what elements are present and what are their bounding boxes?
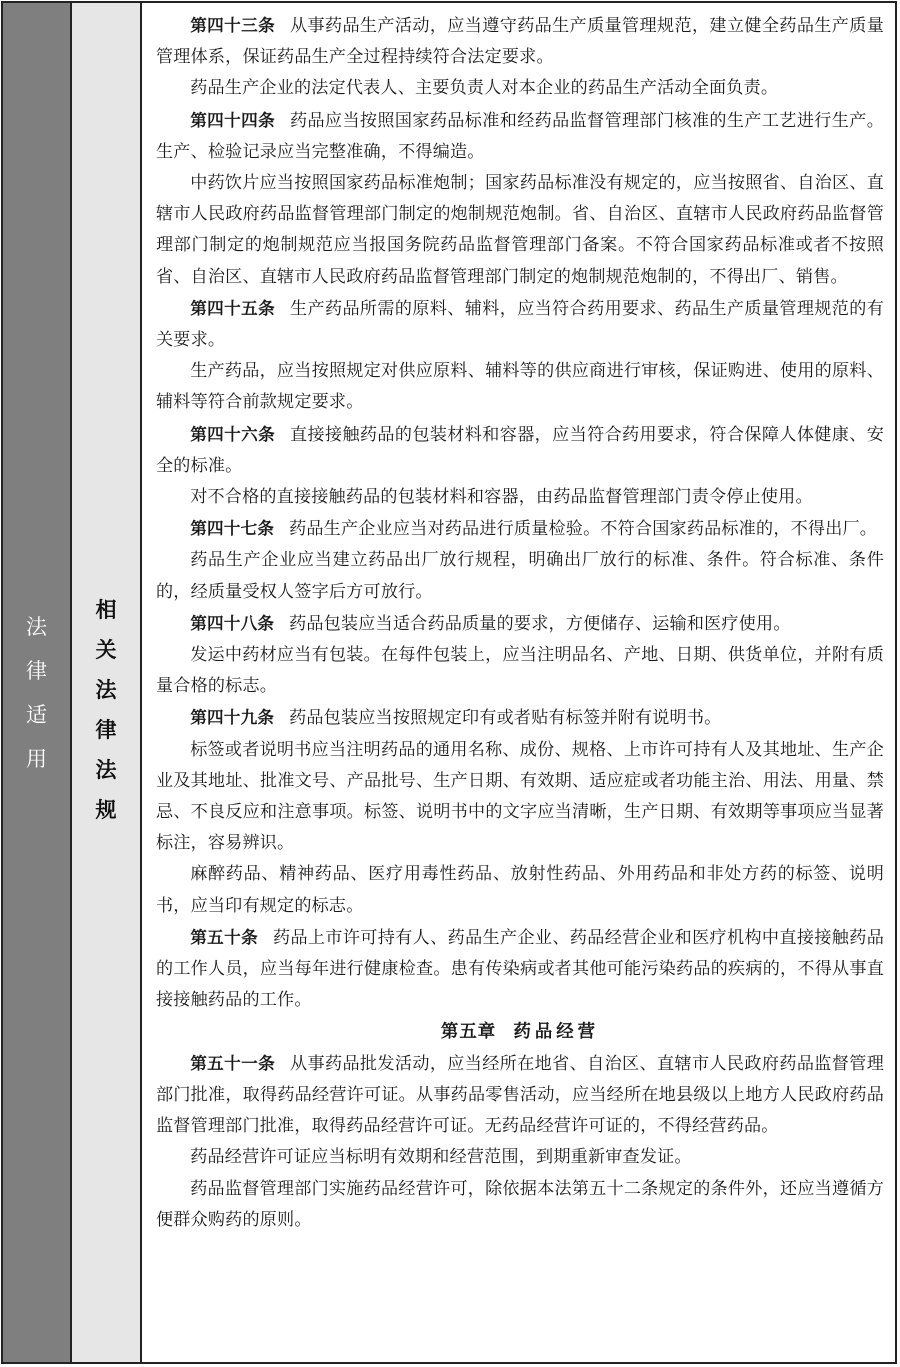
article-text: 对不合格的直接接触药品的包装材料和容器，由药品监督管理部门责令停止使用。	[190, 487, 813, 508]
vertical-char: 法	[95, 678, 117, 702]
clause-paragraph	[156, 735, 884, 860]
paragraph-group-chapter5	[156, 1048, 884, 1236]
clause-paragraph	[156, 1142, 884, 1173]
article-number: 第四十八条	[190, 613, 275, 633]
article-text: 药品经营许可证应当标明有效期和经营范围，到期重新审查发证。	[190, 1147, 692, 1168]
article-text: 生产药品，应当按照规定对供应原料、辅料等的供应商进行审核，保证购进、使用的原料、辅料等符合前款规定要求。	[156, 361, 884, 413]
vertical-char: 律	[95, 718, 117, 742]
article-text: 发运中药材应当有包装。在每件包装上，应当注明品名、产地、日期、供货单位，并附有质量合格的标志。	[156, 645, 884, 697]
article-number: 第四十三条	[190, 16, 276, 35]
article-paragraph	[156, 105, 884, 168]
article-text: 药品应当按照国家药品标准和经药品监督管理部门核准的生产工艺进行生产。生产、检验记录应当完整准确，不得编造。	[156, 110, 885, 162]
article-text: 麻醉药品、精神药品、医疗用毒性药品、放射性药品、外用药品和非处方药的标签、说明书，应当印有规定的标志。	[156, 864, 884, 916]
clause-paragraph	[156, 1174, 884, 1236]
article-paragraph	[156, 10, 884, 73]
clause-paragraph	[156, 356, 884, 418]
article-text: 生产药品所需的原料、辅料，应当符合药用要求、药品生产质量管理规范的有关要求。	[156, 298, 885, 351]
clause-paragraph	[156, 73, 884, 104]
category-label	[26, 615, 47, 771]
subcategory-label	[96, 598, 117, 822]
article-number: 第四十九条	[190, 708, 275, 728]
paragraph-group-chapter4	[156, 10, 884, 1017]
article-paragraph	[156, 702, 884, 734]
article-text: 从事药品批发活动，应当经所在地省、自治区、直辖市人民政府药品监督管理部门批准，取得药品经营许可证。从事药品零售活动，应当经所在地县级以上地方人民政府药品监督管理部门批准，取得药品经营许可证。无药品经营许可证的，不得经营药品。	[156, 1053, 885, 1137]
article-number: 第五十一条	[190, 1053, 276, 1073]
article-text: 从事药品生产活动，应当遵守药品生产质量管理规范，建立健全药品生产质量管理体系，保证药品生产全过程持续符合法定要求。	[156, 16, 885, 68]
law-text-body	[142, 3, 895, 1362]
article-text: 药品包装应当按照规定印有或者贴有标签并附有说明书。	[289, 708, 722, 729]
article-text: 直接接触药品的包装材料和容器，应当符合药用要求，符合保障人体健康、安全的标准。	[156, 424, 885, 476]
article-paragraph	[156, 922, 884, 1017]
vertical-char: 法	[26, 614, 47, 639]
clause-paragraph	[156, 859, 884, 921]
vertical-char: 用	[26, 746, 47, 771]
article-number: 第四十七条	[190, 519, 275, 539]
vertical-char: 相	[95, 598, 117, 622]
article-text: 药品监督管理部门实施药品经营许可，除依据本法第五十二条规定的条件外，还应当遵循方便群众购药的原则。	[156, 1178, 884, 1230]
clause-paragraph	[156, 545, 884, 607]
article-number: 第四十五条	[190, 298, 276, 318]
article-paragraph	[156, 1048, 884, 1143]
article-text: 中药饮片应当按照国家药品标准炮制；国家药品标准没有规定的，应当按照省、自治区、直辖市人民政府药品监督管理部门制定的炮制规范炮制。省、自治区、直辖市人民政府药品监督管理部门制定的炮制规范应当报国务院药品监督管理部门备案。不符合国家药品标准或者不按照省、自治区、直辖市人民政府药品监督管理部门制定的炮制规范炮制的，不得出厂、销售。	[156, 173, 884, 287]
article-paragraph	[156, 293, 884, 356]
vertical-char: 关	[95, 638, 117, 662]
article-number: 第四十六条	[190, 424, 276, 444]
article-text: 药品包装应当适合药品质量的要求，方便储存、运输和医疗使用。	[289, 613, 791, 634]
vertical-char: 律	[26, 658, 47, 683]
article-number: 第四十四条	[190, 110, 276, 130]
vertical-char: 适	[26, 702, 47, 727]
article-paragraph	[156, 419, 884, 482]
article-text: 药品生产企业应当对药品进行质量检验。不符合国家药品标准的，不得出厂。	[289, 519, 878, 540]
chapter-heading	[156, 1017, 884, 1048]
clause-paragraph	[156, 640, 884, 702]
vertical-char: 规	[95, 798, 117, 822]
article-text: 药品上市许可持有人、药品生产企业、药品经营企业和医疗机构中直接接触药品的工作人员，应当每年进行健康检查。患有传染病或者其他可能污染药品的疾病的，不得从事直接接触药品的工作。	[156, 927, 884, 1011]
article-number: 第五十条	[190, 927, 259, 947]
article-paragraph	[156, 513, 884, 545]
article-paragraph	[156, 608, 884, 640]
article-text: 药品生产企业应当建立药品出厂放行规程，明确出厂放行的标准、条件。符合标准、条件的，经质量受权人签字后方可放行。	[156, 550, 884, 602]
clause-paragraph	[156, 482, 884, 513]
category-column	[3, 3, 72, 1362]
subcategory-column	[72, 3, 142, 1362]
vertical-char: 法	[95, 758, 117, 782]
chapter-title: 药品经营	[513, 1021, 600, 1042]
clause-paragraph	[156, 168, 884, 293]
article-text: 标签或者说明书应当注明药品的通用名称、成份、规格、上市许可持有人及其地址、生产企业及其地址、批准文号、产品批号、生产日期、有效期、适应症或者功能主治、用法、用量、禁忌、不良反应和注意事项。标签、说明书中的文字应当清晰，生产日期、有效期等事项应当显著标注，容易辨识。	[156, 739, 884, 854]
table-frame	[1, 1, 897, 1364]
chapter-number: 第五章	[440, 1021, 497, 1042]
article-text: 药品生产企业的法定代表人、主要负责人对本企业的药品生产活动全面负责。	[190, 78, 779, 99]
